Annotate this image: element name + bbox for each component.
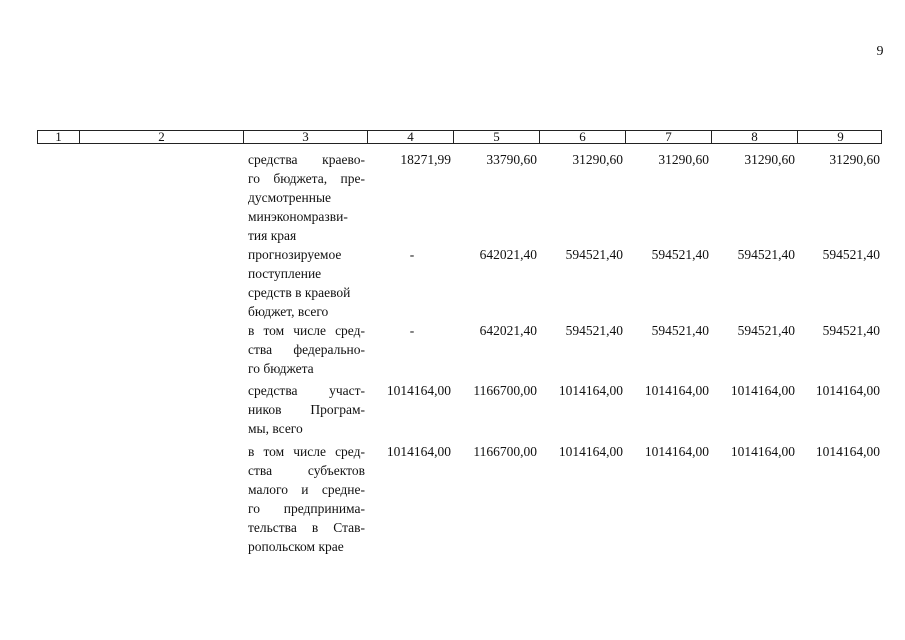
- row-description: [248, 321, 365, 378]
- value-col-5: 1166700,00: [473, 444, 537, 459]
- header-col-2: 2: [80, 131, 244, 143]
- header-col-5: 5: [454, 131, 540, 143]
- table-header-row: [37, 130, 882, 144]
- value-col-7: 1014164,00: [644, 444, 709, 459]
- row-description: [248, 150, 365, 245]
- row-description: [248, 381, 365, 438]
- description-line: ников Програм-: [248, 402, 365, 417]
- row-description: [248, 442, 365, 556]
- value-col-8: 31290,60: [744, 152, 795, 167]
- value-col-9: 594521,40: [822, 247, 880, 262]
- value-col-7: 1014164,00: [644, 383, 709, 398]
- value-col-5: 33790,60: [486, 152, 537, 167]
- value-col-7: 594521,40: [651, 247, 709, 262]
- value-col-8: 594521,40: [737, 247, 795, 262]
- description-line: мы, всего: [248, 421, 303, 436]
- value-col-4: -: [409, 323, 415, 338]
- header-col-1: 1: [38, 131, 80, 143]
- value-col-6: 594521,40: [565, 247, 623, 262]
- value-col-9: 31290,60: [829, 152, 880, 167]
- description-line: средства краево-: [248, 152, 365, 167]
- header-col-9: 9: [837, 129, 844, 144]
- value-col-5: 642021,40: [479, 247, 537, 262]
- description-line: средства участ-: [248, 383, 365, 398]
- header-col-4: 4: [368, 131, 454, 143]
- description-line: го бюджета: [248, 361, 314, 376]
- value-col-6: 31290,60: [572, 152, 623, 167]
- description-line: в том числе сред-: [248, 323, 365, 338]
- value-col-9: 1014164,00: [815, 383, 880, 398]
- description-line: прогнозируемое: [248, 247, 342, 262]
- value-col-6: 1014164,00: [558, 444, 623, 459]
- description-line: бюджет, всего: [248, 304, 329, 319]
- value-col-9: 1014164,00: [815, 444, 880, 459]
- value-col-4: 1014164,00: [386, 444, 451, 459]
- description-line: ства федерально-: [248, 342, 365, 357]
- description-line: тия края: [248, 228, 297, 243]
- value-col-9: 594521,40: [822, 323, 880, 338]
- value-col-4: 1014164,00: [386, 383, 451, 398]
- description-line: ропольском крае: [248, 539, 344, 554]
- description-line: средств в краевой: [248, 285, 351, 300]
- description-line: в том числе сред-: [248, 444, 365, 459]
- description-line: ства субъектов: [248, 463, 365, 478]
- page-number: 9: [876, 44, 884, 59]
- row-description: [248, 245, 365, 321]
- description-line: малого и средне-: [248, 482, 365, 497]
- value-col-4: -: [409, 247, 415, 262]
- description-line: дусмотренные: [248, 190, 332, 205]
- description-line: тельства в Став-: [248, 520, 365, 535]
- value-col-8: 594521,40: [737, 323, 795, 338]
- header-col-7: 7: [626, 131, 712, 143]
- description-line: го предпринима-: [248, 501, 365, 516]
- value-col-7: 31290,60: [658, 152, 709, 167]
- header-col-3: 3: [244, 131, 368, 143]
- value-col-8: 1014164,00: [730, 383, 795, 398]
- value-col-4: 18271,99: [400, 152, 451, 167]
- description-line: минэкономразви-: [248, 209, 348, 224]
- value-col-8: 1014164,00: [730, 444, 795, 459]
- value-col-5: 1166700,00: [473, 383, 537, 398]
- value-col-7: 594521,40: [651, 323, 709, 338]
- header-col-8: 8: [712, 131, 798, 143]
- header-col-6: 6: [540, 131, 626, 143]
- description-line: поступление: [248, 266, 322, 281]
- value-col-5: 642021,40: [479, 323, 537, 338]
- description-line: го бюджета, пре-: [248, 171, 365, 186]
- value-col-6: 1014164,00: [558, 383, 623, 398]
- value-col-6: 594521,40: [565, 323, 623, 338]
